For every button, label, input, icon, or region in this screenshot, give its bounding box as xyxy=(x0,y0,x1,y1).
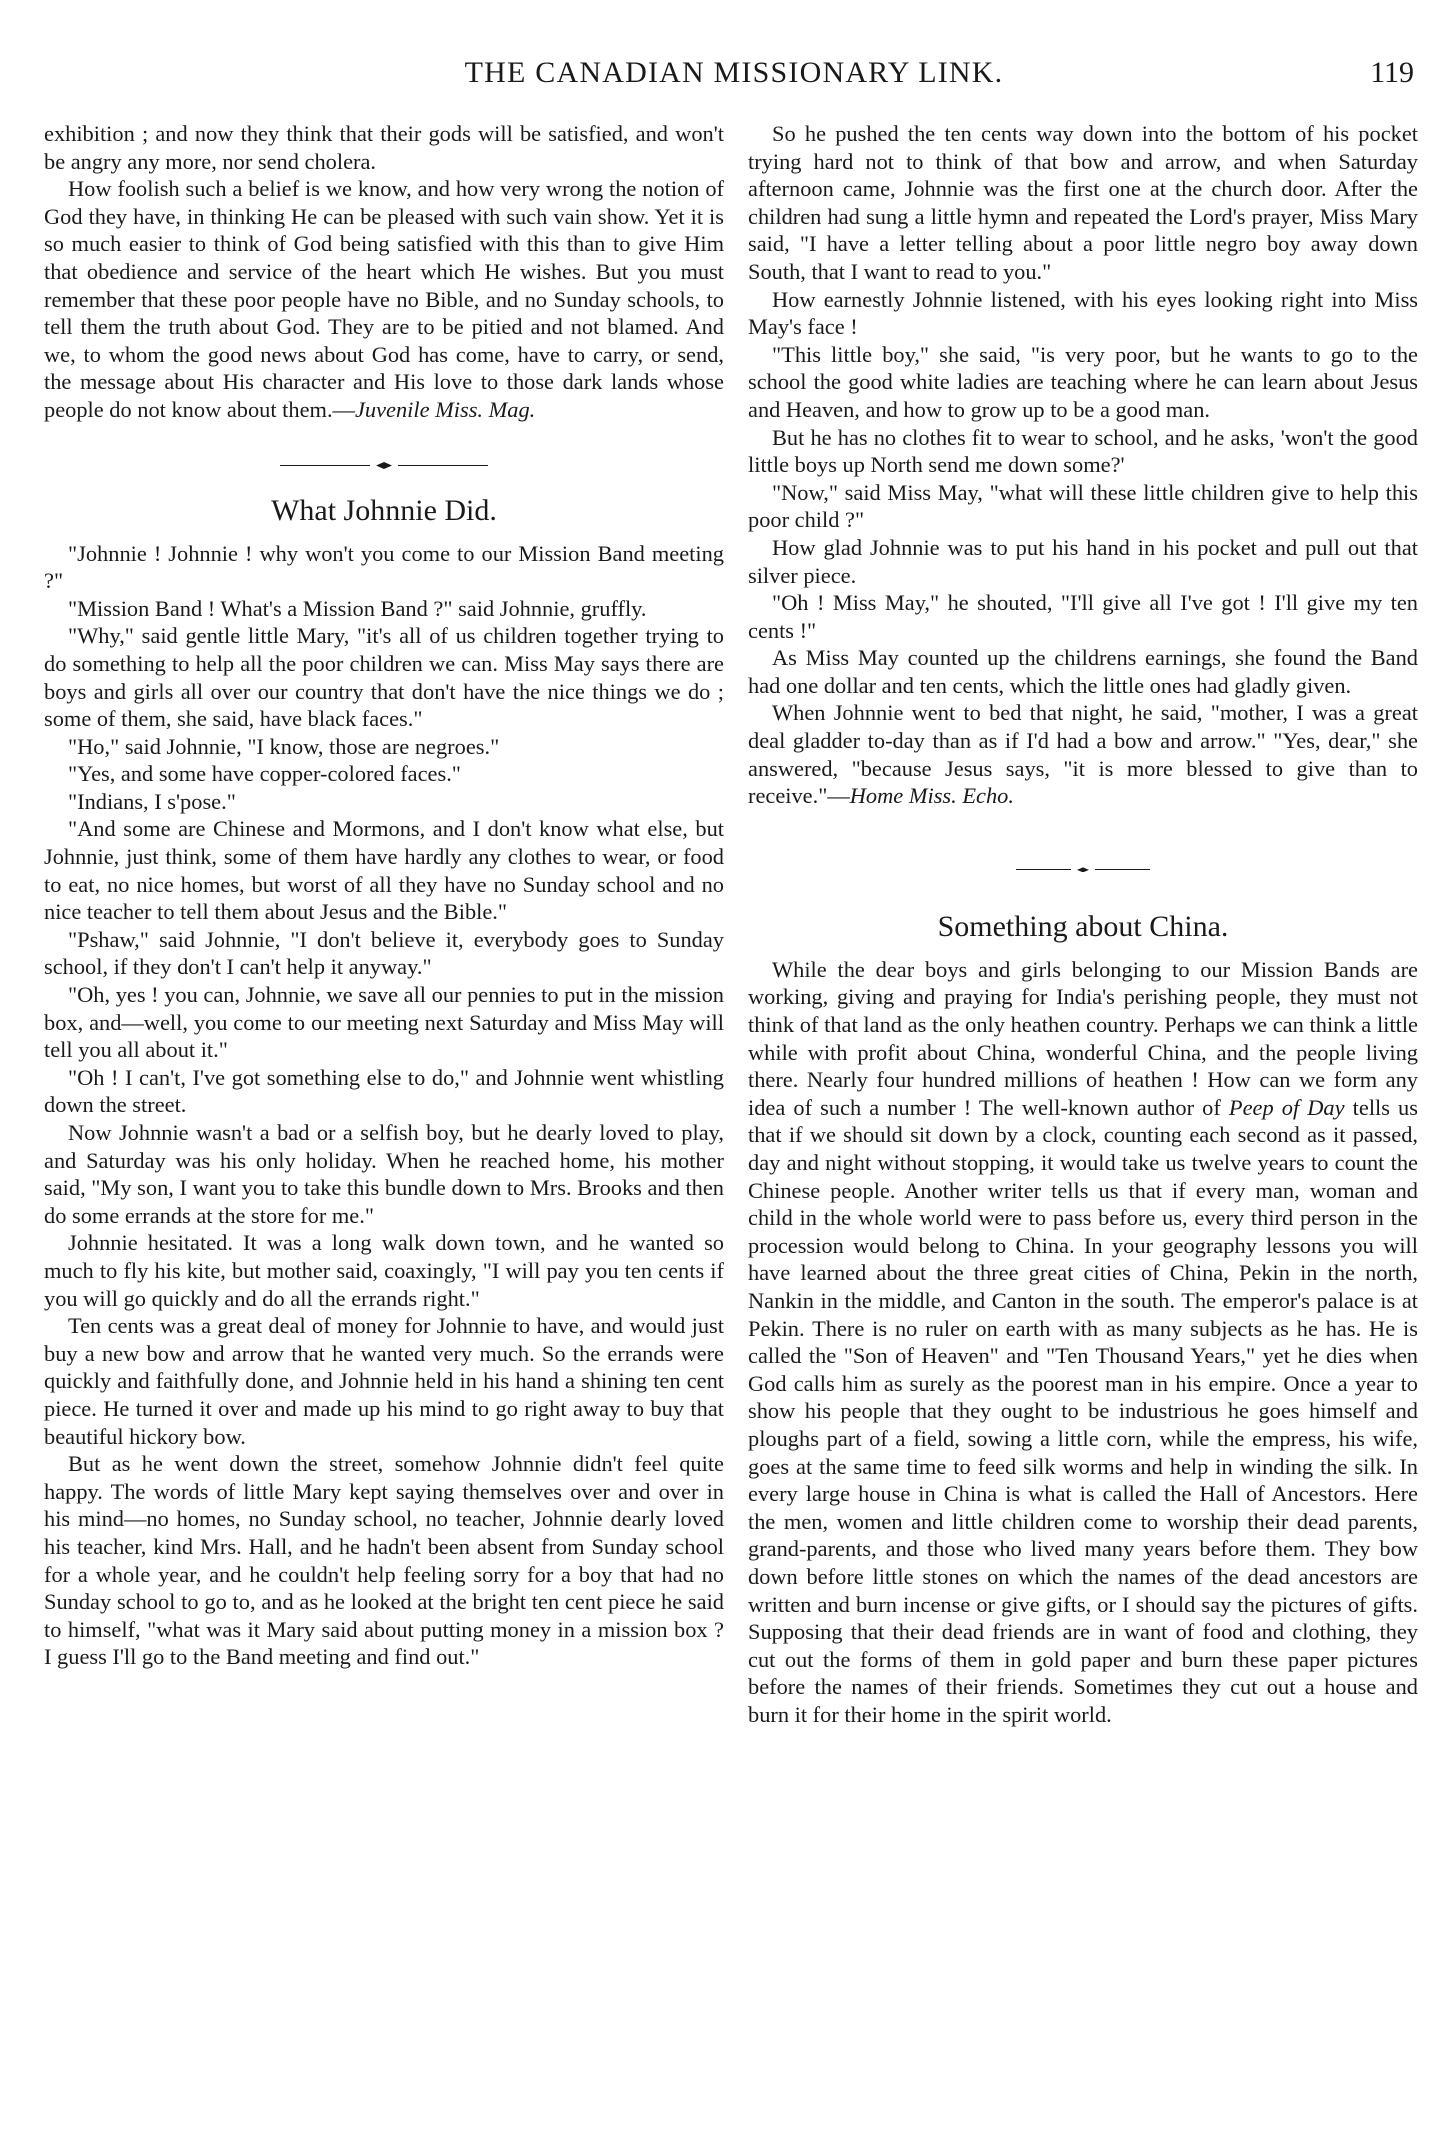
article-title: Something about China. xyxy=(937,909,1229,943)
paragraph: "Pshaw," said Johnnie, "I don't believe it, everybody goes to Sunday school, if they don't I can't help it anyway." xyxy=(44,926,724,980)
divider-ornament-icon xyxy=(376,462,392,469)
divider-ornament-icon xyxy=(1077,867,1089,872)
paragraph: "Indians, I s'pose." xyxy=(68,788,236,814)
divider-rule xyxy=(280,465,370,466)
running-title: THE CANADIAN MISSIONARY LINK. xyxy=(464,56,1004,89)
paragraph: exhibition ; and now they think that their gods will be satisfied, and won't be angry any more, nor send cholera. xyxy=(44,121,724,174)
paragraph: "Oh ! Miss May," he shouted, "I'll give all I've got ! I'll give my ten cents !" xyxy=(748,590,1418,643)
paragraph: But as he went down the street, somehow Johnnie didn't feel quite happy. The words of little Mary kept saying themselves over and over in his mind—no homes, no Sunday school, no teacher, Johnnie dearly loved his teacher, kind Mrs. Hall, and he hadn't been absent from Sunday school for a whole year, and he couldn't help feeling sorry for a boy that had no Sunday school to go to, and as he looked at the bright ten cent piece he said to himself, "what was it Mary said about putting money in a mission box ? I guess I'll go to the Band meeting and find out." xyxy=(44,1451,724,1670)
paragraph: "Oh, yes ! you can, Johnnie, we save all our pennies to put in the mission box, and—well, you come to our meeting next Saturday and Miss May will tell you all about it." xyxy=(44,982,724,1063)
paragraph-text: When Johnnie went to bed that night, he said, "mother, I was a great deal gladder to-day than as if I'd had a bow and arrow." "Yes, dear," she answered, "because Jesus says, "it is more blessed to give than to receive."— xyxy=(748,700,1418,809)
article-title: What Johnnie Did. xyxy=(271,493,497,527)
paragraph: Johnnie hesitated. It was a long walk down town, and he wanted so much to fly his kite, but mother said, coaxingly, "I will pay you ten cents if you will go quickly and do all the errands right." xyxy=(44,1230,724,1311)
running-head xyxy=(44,52,1424,102)
paragraph: "Ho," said Johnnie, "I know, those are negroes." xyxy=(68,733,500,759)
paragraph: But he has no clothes fit to wear to school, and he asks, 'won't the good little boys up North send me down some?' xyxy=(748,424,1418,478)
paragraph: "Why," said gentle little Mary, "it's all of us children together trying to do something to help all the poor children we can. Miss May says there are boys and girls all over our country that don't have the nice things we do ; some of them, she said, have black faces." xyxy=(44,623,724,732)
paragraph: As Miss May counted up the childrens earnings, she found the Band had one dollar and ten cents, which the little ones had gladly given. xyxy=(748,645,1418,698)
paragraph: "This little boy," she said, "is very poor, but he wants to go to the school the good white ladies are teaching where he can learn about Jesus and Heaven, and how to grow up to be a good man. xyxy=(748,341,1418,422)
paragraph: How glad Johnnie was to put his hand in his pocket and pull out that silver piece. xyxy=(748,534,1418,588)
paragraph xyxy=(748,699,1418,809)
source-attribution: Juvenile Miss. Mag. xyxy=(354,396,536,422)
paragraph: "Mission Band ! What's a Mission Band ?" said Johnnie, gruffly. xyxy=(68,595,647,621)
page-number: 119 xyxy=(1370,56,1414,89)
paragraph-text: tells us that if we should sit down by a clock, counting each second as it passed, day and night without stopping, it would take us twelve years to count the Chinese people. Another writer tells us that if every man, woman and child in the whole world were to pass before us, every third person in the procession would belong to China. In your geography lessons you will have learned about the three great cities of China, Pekin in the north, Nankin in the middle, and Canton in the south. The emperor's palace is at Pekin. There is no ruler on earth with as many subjects as he has. He is called the "Son of Heaven" and "Ten Thousand Years," yet he dies when God calls him as surely as the poorest man in his empire. Once a year to show his people that they ought to be industrious he goes himself and ploughs part of a field, sowing a little corn, while the empress, his wife, goes at the same time to feed silk worms and help in winding the silk. In every large house in China is what is called the Hall of Ancestors. Here the men, women and little children come to worship their dead parents, grand-parents, and those who lived many years before them. They bow down before little stones on which the names of the dead ancestors are written and burn incense or give gifts, or I should say the pictures of gifts. Supposing that their dead friends are in want of food and clothing, they cut out the forms of them in gold paper and burn these paper pictures before the names of their friends. Sometimes they cut out a house and burn it for their home in the spirit world. xyxy=(748,1094,1418,1727)
paragraph: So he pushed the ten cents way down into the bottom of his pocket trying hard not to think of that bow and arrow, and when Saturday afternoon came, Johnnie was the first one at the church door. After the children had sung a little hymn and repeated the Lord's prayer, Miss Mary said, "I have a letter telling about a poor little negro boy away down South, that I want to read to you." xyxy=(748,121,1418,284)
paragraph: Now Johnnie wasn't a bad or a selfish boy, but he dearly loved to play, and Saturday was his only holiday. When he reached home, his mother said, "My son, I want you to take this bundle down to Mrs. Brooks and then do some errands at the store for me." xyxy=(44,1120,724,1228)
paragraph: Ten cents was a great deal of money for Johnnie to have, and would just buy a new bow and arrow that he wanted very much. So the errands were quickly and faithfully done, and Johnnie held in his hand a shining ten cent piece. He turned it over and made up his mind to go right away to buy that beautiful hickory bow. xyxy=(44,1313,724,1449)
left-column xyxy=(44,120,724,1671)
divider-rule xyxy=(398,465,488,466)
paragraph: How earnestly Johnnie listened, with his eyes looking right into Miss May's face ! xyxy=(748,286,1418,340)
paragraph-text: How foolish such a belief is we know, and how very wrong the notion of God they have, in thinking He can be pleased with such vain show. Yet it is so much easier to think of God being satisfied with this than to give Him that obedience and service of the heart which He wishes. But you must remember that these poor people have no Bible, and no Sunday schools, to tell them the truth about God. They are to be pitied and not blamed. And we, to whom the good news about God has come, have to carry, or send, the message about His character and His love to those dark lands whose people do not know about them.— xyxy=(44,176,724,422)
book-title: Peep of Day xyxy=(1228,1094,1345,1120)
paragraph xyxy=(748,956,1418,1729)
section-divider xyxy=(748,850,1418,890)
source-attribution: Home Miss. Echo. xyxy=(849,783,1014,809)
paragraph: "Oh ! I can't, I've got something else to do," and Johnnie went whistling down the street. xyxy=(44,1064,724,1118)
paragraph: "Now," said Miss May, "what will these little children give to help this poor child ?" xyxy=(748,479,1418,533)
paragraph-text: While the dear boys and girls belonging to our Mission Bands are working, giving and praying for India's perishing people, they must not think of that land as the only heathen country. Perhaps we can think a little while with profit about China, wonderful China, and the people living there. Nearly four hundred millions of heathen ! How can we form any idea of such a number ! The well-known author of xyxy=(748,956,1418,1120)
section-divider xyxy=(44,446,724,486)
paragraph: "And some are Chinese and Mormons, and I don't know what else, but Johnnie, just think, some of them have hardly any clothes to wear, or food to eat, no nice homes, but worst of all they have no Sunday school and no nice teacher to tell them about Jesus and the Bible." xyxy=(44,816,724,925)
paragraph: "Yes, and some have copper-colored faces." xyxy=(68,761,461,787)
divider-rule xyxy=(1095,869,1150,870)
divider-rule xyxy=(1016,869,1071,870)
right-column xyxy=(748,120,1418,1728)
paragraph xyxy=(44,175,724,423)
paragraph: "Johnnie ! Johnnie ! why won't you come to our Mission Band meeting ?" xyxy=(44,540,724,594)
